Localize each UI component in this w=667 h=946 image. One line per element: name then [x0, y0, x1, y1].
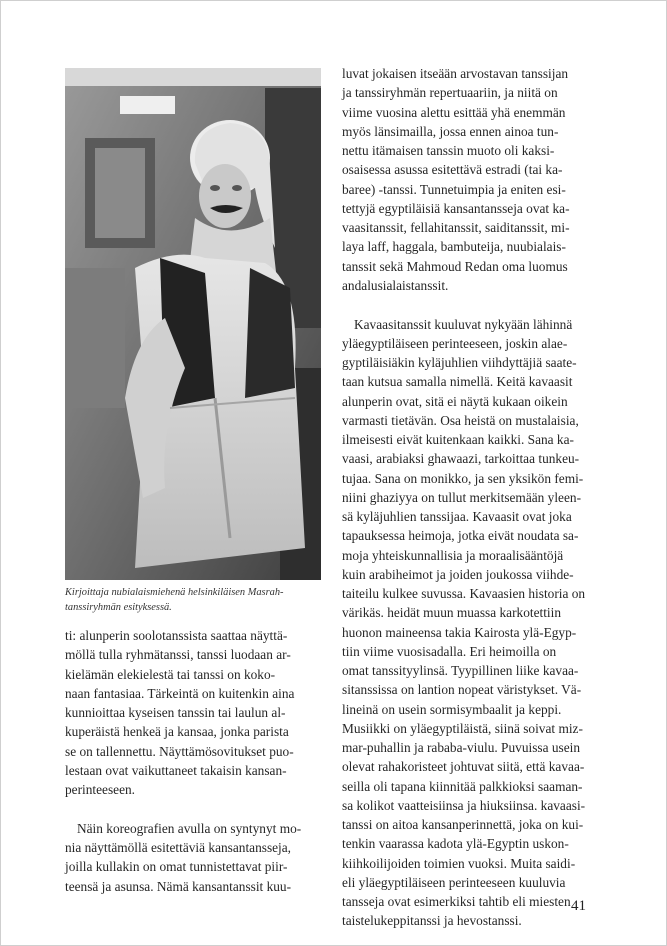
text-line: andalusialaistanssit. [342, 277, 449, 293]
text-line: kielämän elekielestä tai tanssi on koko- [65, 666, 276, 682]
text-line: baree) -tanssi. Tunnetuimpia ja eniten esi- [342, 181, 566, 197]
paragraph [65, 626, 327, 799]
text-line: kuperäistä henkeä ja kansaa, jonka parista [65, 724, 289, 740]
text-line: möllä tulla ryhmätanssi, tanssi luodaan ar- [65, 647, 291, 663]
text-line: kunnioittaa kyseisen tanssin tai laulun al- [65, 705, 286, 720]
text-line: tapauksessa heimoja, jotka eivät noudata sa- [342, 528, 579, 544]
left-text-column [65, 626, 327, 896]
text-line: tettyjä egyptiläisiä kansantansseja ovat ka- [342, 200, 570, 216]
text-line: lestaan ovat vaikuttaneet takaisin kansan- [65, 762, 287, 778]
text-line: vaasi, arabiaksi ghawaazi, tarkoittaa tunkeu- [342, 451, 580, 467]
caption-line: Kirjoittaja nubialaismiehenä helsinkiläisen Masrah- [65, 587, 284, 598]
text-line: yläegyptiläiseen perinteeseen, joskin alae- [342, 335, 568, 351]
text-line: kiihkoilijoiden toimien vuoksi. Muita saidi- [342, 855, 576, 871]
text-line: kuin arabiheimot ja joiden joukossa viihde- [342, 566, 574, 582]
text-line: sitanssissa on lantion nopeat väristykset. Vä- [342, 682, 582, 698]
text-line: laya laff, haggala, bambuteija, nuubialais- [342, 239, 566, 255]
text-line: alunperin ovat, sitä ei näytä kukaan oikein [342, 393, 568, 409]
text-line: taan kutsua samalla nimellä. Keitä kavaasit [342, 374, 573, 390]
text-line: se on tallennettu. Näyttämösovitukset puo- [65, 743, 294, 759]
text-line: seilla oli tapana kiinnitää palkkioksi saaman- [342, 778, 583, 794]
text-line: perinteeseen. [65, 782, 136, 797]
text-line: joilla kullakin on omat tunnistettavat piir- [65, 859, 288, 875]
photo-icon [65, 68, 321, 580]
text-line: vaasitanssit, fellahitanssit, saiditanssit, mi- [342, 220, 570, 235]
text-line: omat tanssityylinsä. Tyypillinen liike kavaa- [342, 663, 579, 678]
text-line: sa kolikot vaatteisiinsa ja hiuksiinsa. kavaasi- [342, 797, 586, 813]
text-line: myös länsimailla, jossa ennen ainoa tun- [342, 123, 559, 139]
text-line: tujaa. Sana on monikko, ja sen yksikön femi- [342, 470, 584, 486]
text-line: Musiikki on yläegyptiläistä, siinä soivat miz- [342, 720, 583, 736]
text-line: ja tanssiryhmän repertuaariin, ja niitä on [342, 85, 558, 101]
text-line: ti: alunperin soolotanssista saattaa näyttä- [65, 628, 288, 643]
text-line: luvat jokaisen itseään arvostavan tanssijan [342, 66, 569, 81]
text-line: olevat rahakoristeet johtuvat siitä, että kavaa- [342, 759, 585, 775]
text-line: huonon maineensa takia Kairosta ylä-Egyp- [342, 624, 577, 640]
text-line: mar-puhallin ja rababa-viulu. Puvuissa usein [342, 740, 581, 755]
text-line: Näin koreografien avulla on syntynyt mo- [77, 820, 302, 836]
text-line: tiin viime vuosisadalla. Eri heimoilla on [342, 643, 557, 659]
text-line: tanssit sekä Mahmoud Redan oma luomus [342, 258, 568, 274]
text-line: niini ghaziyya on tullut merkitsemään yleen- [342, 489, 582, 505]
text-line: eli yläegyptiläiseen perinteeseen kuuluvia [342, 874, 566, 890]
text-line: lineinä on usein sormisymbaalit ja keppi. [342, 701, 562, 717]
right-text-column [342, 64, 604, 931]
text-line: nia näyttämöllä esitettäviä kansantansseja, [65, 840, 292, 855]
text-line: tansseja ovat esimerkiksi tahtib eli miesten [342, 894, 571, 909]
text-line: Kavaasitanssit kuuluvat nykyään lähinnä [354, 316, 573, 332]
dancer-photo [65, 68, 321, 580]
caption-line: tanssiryhmän esityksessä. [65, 602, 172, 613]
text-line: gyptiläisiäkin kyläjuhlien viihdyttäjiä saate- [342, 355, 577, 370]
text-line: tenkin vaarassa kadota ylä-Egyptin uskon- [342, 836, 569, 852]
text-line: osaisessa asussa esitettävä estradi (tai ka- [342, 162, 563, 178]
page-number: 41 [571, 898, 586, 914]
paragraph [65, 819, 327, 896]
text-line: sä kyläjuhlien tanssijaa. Kavaasit ovat joka [342, 509, 572, 524]
text-line: ilmeisesti eivät kuitenkaan kaikki. Sana ka- [342, 432, 574, 447]
text-line: taiteilu kulkee suvussa. Kavaasien historia on [342, 586, 586, 601]
photo-caption [65, 585, 327, 615]
text-line: nettu itämaisen tanssin muoto oli kaksi- [342, 143, 555, 158]
text-line: värikäs. heidät muun muassa karkotettiin [342, 605, 562, 621]
text-line: taistelukeppitanssi ja hevostanssi. [342, 913, 522, 929]
paragraph [342, 64, 604, 295]
paragraph [342, 315, 604, 931]
text-line: naan fantasiaa. Tärkeintä on kuitenkin aina [65, 685, 295, 701]
text-line: viime vuosina alettu esittää yhä enemmän [342, 104, 566, 120]
text-line: tanssi on aitoa kansanperinnettä, joka on kui- [342, 817, 584, 832]
text-line: teensä ja asunsa. Nämä kansantanssit kuu- [65, 878, 292, 894]
text-line: varmasti tietävän. Osa heistä on mustalaisia, [342, 412, 579, 428]
text-line: moja yhteiskunnallisia ja moraalisääntöjä [342, 547, 564, 563]
